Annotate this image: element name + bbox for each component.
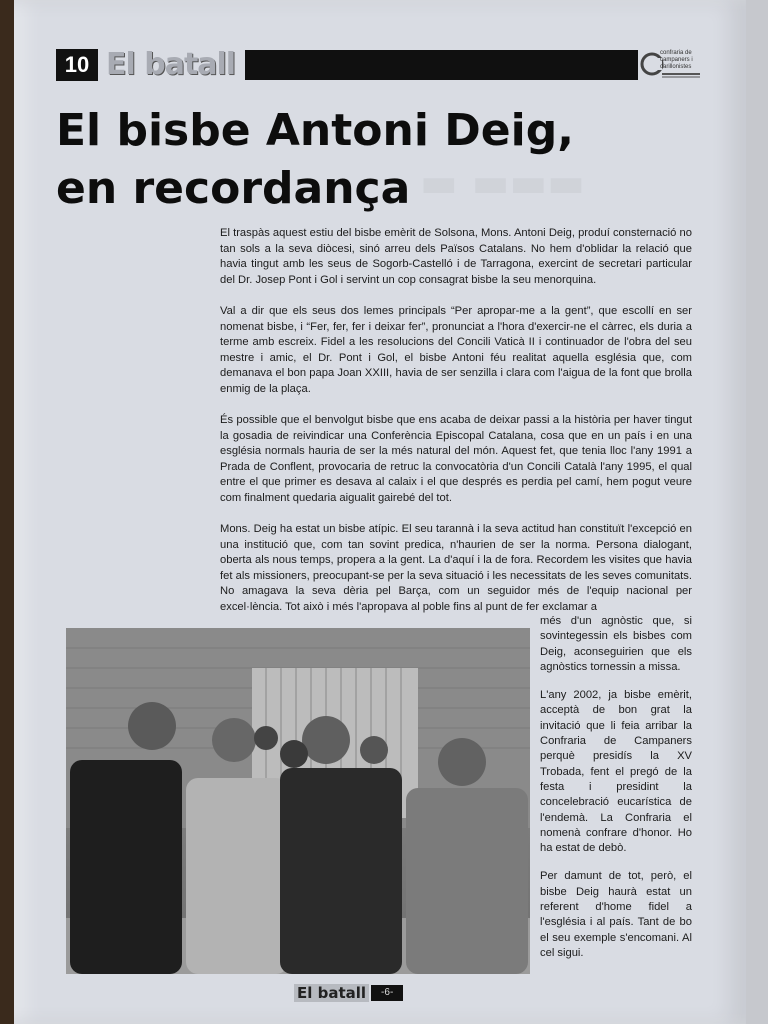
group-photo-image — [66, 628, 530, 974]
header-bar — [245, 50, 638, 80]
article-photo — [66, 628, 530, 974]
next-page-edge — [746, 0, 768, 1024]
side-column — [540, 614, 692, 974]
footer-page-number: -6- — [371, 985, 403, 1001]
page-number: 10 — [56, 49, 98, 81]
paragraph: És possible que el benvolgut bisbe que ens acaba de deixar passi a la història per haver tingut la gosadia de reivindicar una Conferència Episcopal Catalana, cosa que en un país i en una església normals hauria de ser la més natural del món. Aquest fet, que tenia lloc l'any 1991 a Prada de Conflent, provocaria de retruc la convocatòria d'un Concili Català l'any 1995, el qual entre el que primer es desava al calaix i el que després es perdia pel camí, hem pogut veure com finalment quedaria aigualit gairebé del tot. — [220, 414, 692, 504]
side-paragraph: L'any 2002, ja bisbe emèrit, acceptà de bon grat la invitació que li feia arribar la Confraria de Campaners perquè presidís la XV Trobada, fent el pregó de la festa i presidint la concelebració eucarística de l'endemà. La Confraria el nomenà confrare d'honor. Ho ha estat de debò. — [540, 689, 692, 855]
paragraph: Mons. Deig ha estat un bisbe atípic. El seu tarannà i la seva actitud han constituït l'excepció en una institució que, com tan sovint predica, n'haurien de ser la norma. Persona dialogant, oberta als nous temps, propera a la gent. La d'aquí i la de fora. Recordem les visites que havia fet als missioners, preocupant-se per la seva situació i les necessitats de les seves comunitats. No amagava la seva dèria pel Barça, com un seguidor més de l'equip nacional per excel·lència. Tot això i més l'apropava al poble fins al punt de fer exclamar a — [220, 523, 692, 613]
paragraph: El traspàs aquest estiu del bisbe emèrit de Solsona, Mons. Antoni Deig, produí consternació no tan sols a la seva diòcesi, sinó arreu dels Països Catalans. No hem d'oblidar la relació que havia tingut amb les seus de Sogorb-Castelló i de Tarragona, exercint de secretari particular del Dr. Josep Pont i Gol i servint un cop consagrat bisbe la seu menorquina. — [220, 227, 692, 286]
footer-magazine-name: El batall — [294, 984, 369, 1002]
side-paragraph: més d'un agnòstic que, si sovintegessin els bisbes com Deig, aconseguirien que els agnòstics tornessin a missa. — [540, 615, 692, 673]
page-header — [56, 48, 638, 82]
logo-text: confraria de campaners i carillonistes — [660, 50, 693, 70]
show-through-text: ▬ ▬▬▬ — [420, 160, 586, 206]
article-title — [56, 102, 656, 218]
page-footer — [294, 984, 403, 1002]
confraria-logo — [640, 44, 702, 84]
magazine-name: El batall — [106, 47, 236, 82]
paragraph: Val a dir que els seus dos lemes principals “Per apropar-me a la gent”, que escollí en ser nomenat bisbe, i “Fer, fer, fer i deixar fer”, pronunciat a l'hora d'exercir-ne el càrrec, els duria a terme amb escreix. Fidel a les resolucions del Concili Vaticà II i continuador de l'obra del seu mestre i amic, el Dr. Pont i Gol, el bisbe Antoni féu realitat aquella església que, com demanava el bon papa Joan XXIII, havia de ser senzilla i clara com l'aigua de la font que brolla enmig de la plaça. — [220, 305, 692, 395]
article-body — [220, 226, 692, 631]
title-line-1: El bisbe Antoni Deig, — [56, 105, 574, 156]
title-line-2: en recordança — [56, 163, 411, 214]
side-paragraph: Per damunt de tot, però, el bisbe Deig haurà estat un referent d'home fidel a l'església i al país. Tant de bo el seu exemple s'encomani. Al cel sigui. — [540, 870, 692, 959]
